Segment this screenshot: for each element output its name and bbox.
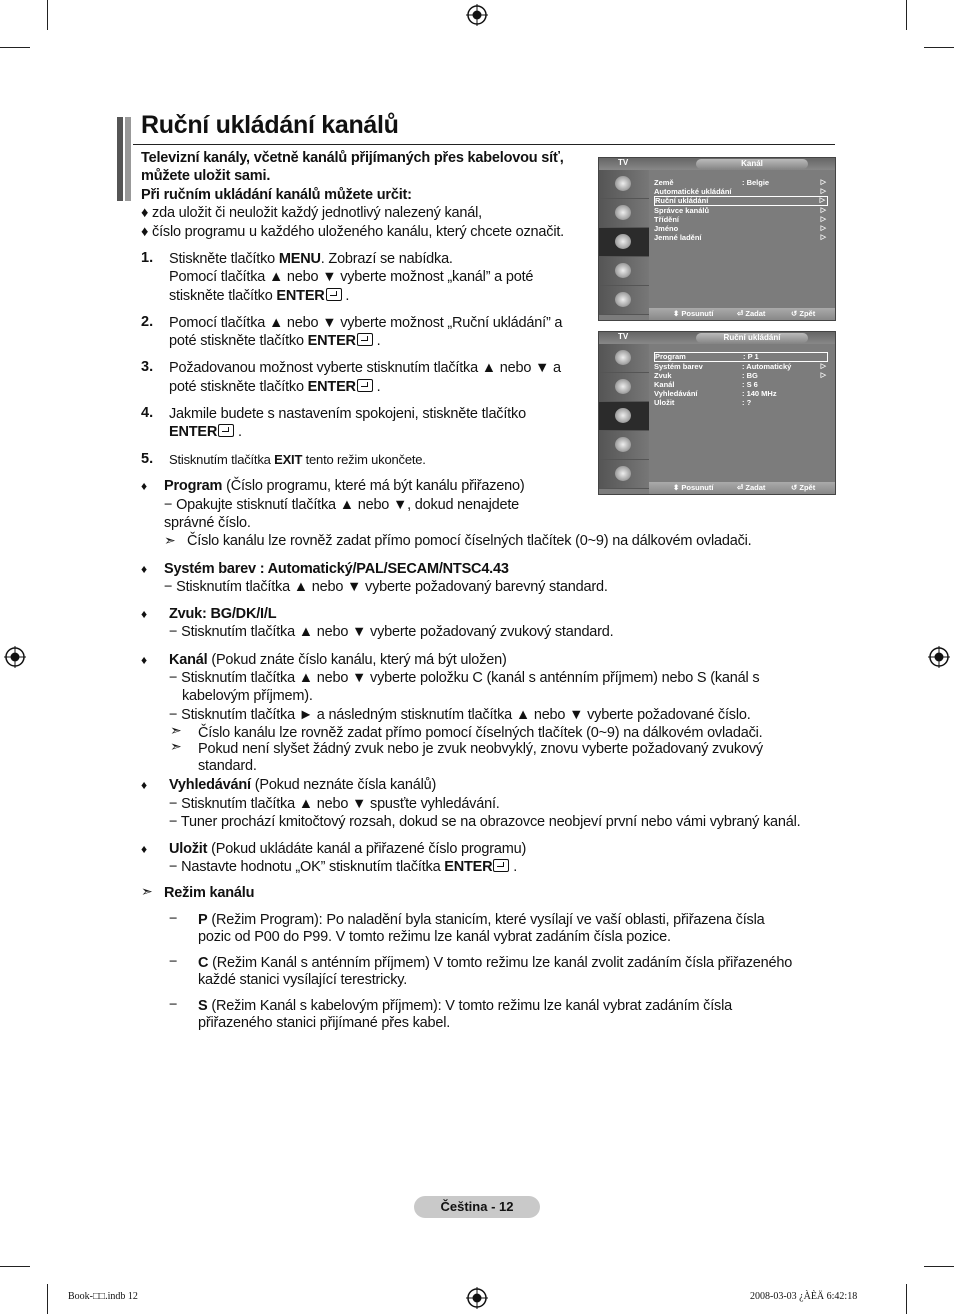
bullet-icon: ♦ — [141, 778, 148, 792]
back-label: Zpět — [799, 483, 816, 492]
step-text-part: ENTER — [307, 333, 356, 349]
picture-icon[interactable] — [599, 170, 649, 199]
step-text-part: tento režim ukončete. — [302, 452, 426, 467]
tv-menu-item[interactable] — [654, 206, 828, 215]
move-hint: ⬍ Posunutí — [673, 309, 714, 318]
item-heading-text: (Číslo programu, které má být kanálu přiřazeno) — [222, 478, 525, 494]
registration-mark-icon — [928, 646, 950, 668]
picture-icon[interactable] — [599, 344, 649, 373]
play-arrow-icon: ▷ — [820, 207, 826, 214]
item-heading-bold: Uložit — [169, 841, 208, 857]
title-underline — [133, 144, 835, 145]
mode-text — [198, 997, 732, 1015]
intro-line: ♦ zda uložit či neuložit každý jednotlivý nalezený kanál, — [141, 205, 482, 221]
tv-menu-footer — [649, 308, 835, 320]
tv-menu-title: Ruční ukládání — [696, 333, 808, 343]
tv-menu-header — [599, 332, 835, 344]
play-arrow-icon: ▷ — [820, 216, 826, 223]
enter-icon — [357, 379, 373, 392]
intro-line: můžete uložit sami. — [141, 168, 271, 184]
step-text-part: ENTER — [169, 424, 218, 440]
step-text-part: EXIT — [274, 452, 303, 467]
mode-text-part: S — [198, 998, 208, 1014]
step-text: Jakmile budete s nastavením spokojeni, stiskněte tlačítko — [169, 406, 526, 422]
tv-menu-item-label: Jemné ladění — [654, 233, 702, 242]
play-arrow-icon: ▷ — [820, 188, 826, 195]
dash: − — [169, 911, 178, 927]
crop-mark — [47, 1284, 48, 1314]
back-hint: ↺ Zpět — [791, 309, 816, 318]
channel-icon[interactable] — [599, 228, 649, 257]
tv-menu-item-label: Kanál — [654, 380, 675, 389]
step-text: Požadovanou možnost vyberte stisknutím tlačítka ▲ nebo ▼ a — [169, 360, 561, 376]
mode-text: přiřazeného stanici přijímané přes kabel. — [198, 1015, 451, 1031]
input-icon[interactable] — [599, 460, 649, 489]
move-label: Posunutí — [681, 309, 714, 318]
registration-mark-icon — [466, 4, 488, 26]
crop-mark — [0, 47, 30, 48]
tv-menu-item[interactable] — [654, 215, 828, 224]
step-number: 3. — [141, 359, 154, 375]
item-text: správné číslo. — [164, 515, 251, 531]
enter-icon — [493, 859, 509, 872]
item-heading: Zvuk: BG/DK/I/L — [169, 606, 277, 622]
bullet-icon: ♦ — [141, 562, 148, 576]
page-number-badge: Čeština - 12 — [414, 1196, 540, 1218]
dash: − — [169, 954, 178, 970]
item-heading-bold: Vyhledávání — [169, 777, 251, 793]
footer-file-info: Book-□□.indb 12 — [68, 1291, 138, 1302]
registration-mark-icon — [4, 646, 26, 668]
tv-menu-item-value: : Belgie — [742, 178, 770, 187]
channel-icon[interactable] — [599, 402, 649, 431]
tv-menu-item-value: : Automatický — [742, 362, 792, 371]
play-arrow-icon: ▷ — [820, 234, 826, 241]
enter-icon — [218, 424, 234, 437]
dash: − — [169, 997, 178, 1013]
item-text: − Opakujte stisknutí tlačítka ▲ nebo ▼, dokud nenajdete — [164, 497, 520, 513]
tv-menu-item-value: : 140 MHz — [742, 389, 777, 398]
tv-menu-item-label: Třídění — [654, 215, 680, 224]
tv-menu-item-label: Správce kanálů — [654, 206, 710, 215]
tv-menu-item[interactable] — [654, 362, 828, 371]
step-text-part: . — [372, 379, 381, 395]
item-text-part: . — [509, 859, 518, 875]
enter-hint: ⏎ Zadat — [737, 483, 766, 492]
play-arrow-icon: ▷ — [820, 179, 826, 186]
move-hint: ⬍ Posunutí — [673, 483, 714, 492]
step-text-part: ENTER — [276, 288, 325, 304]
tv-menu-item-value: : P 1 — [743, 352, 759, 361]
tv-menu-item-selected[interactable] — [654, 196, 828, 206]
note-arrow-icon: ➣ — [164, 532, 176, 548]
tv-menu-item[interactable] — [654, 380, 828, 389]
item-heading: Systém barev : Automatický/PAL/SECAM/NTSC4.43 — [164, 561, 509, 577]
note-text: Číslo kanálu lze rovněž zadat přímo pomocí číselných tlačítek (0~9) na dálkovém ovladači. — [187, 533, 752, 549]
tv-menu-item[interactable] — [654, 224, 828, 233]
tv-menu-rows — [654, 352, 828, 407]
item-heading — [169, 651, 507, 669]
step-text-part: . — [234, 424, 242, 440]
title-bar-decoration — [117, 117, 123, 201]
crop-mark — [924, 1266, 954, 1267]
setup-icon[interactable] — [599, 257, 649, 286]
step-text — [169, 423, 242, 441]
item-heading-bold: Kanál — [169, 652, 208, 668]
step-text — [169, 378, 381, 396]
step-text-part: Stiskněte tlačítko — [169, 251, 279, 267]
play-arrow-icon: ▷ — [820, 372, 826, 379]
step-text-part: MENU — [278, 251, 321, 267]
item-heading-text: (Pokud ukládáte kanál a přiřazené číslo programu) — [207, 841, 527, 857]
item-text: − Stisknutím tlačítka ▲ nebo ▼ vyberte požadovaný zvukový standard. — [169, 624, 614, 640]
tv-menu-channel — [598, 157, 836, 321]
tv-menu-item-value: : S 6 — [742, 380, 758, 389]
tv-menu-item[interactable] — [654, 389, 828, 398]
bullet-icon: ♦ — [141, 479, 148, 493]
note-arrow-icon: ➣ — [141, 883, 153, 899]
mode-text-part: (Režim Program): Po naladění byla stanicím, které vysílají ve vaší oblasti, přiřazena čísla — [207, 912, 765, 928]
note-text: Pokud není slyšet žádný zvuk nebo je zvuk neobvyklý, znovu vyberte požadovaný zvukový — [198, 741, 763, 757]
page-title: Ruční ukládání kanálů — [141, 111, 399, 139]
tv-label: TV — [618, 158, 629, 167]
tv-menu-item-label: Ruční ukládání — [655, 196, 709, 205]
step-text-part: stiskněte tlačítko — [169, 288, 277, 304]
item-text-part: − Nastavte hodnotu „OK” stisknutím tlačítka — [169, 859, 445, 875]
item-heading — [169, 776, 436, 794]
step-text — [169, 287, 349, 305]
item-text: − Stisknutím tlačítka ▲ nebo ▼ spusťte vyhledávání. — [169, 796, 500, 812]
tv-menu-item-label: Uložit — [654, 398, 675, 407]
enter-label: Zadat — [745, 483, 766, 492]
tv-menu-item[interactable] — [654, 371, 828, 380]
tv-menu-title: Kanál — [696, 159, 808, 169]
input-icon[interactable] — [599, 286, 649, 315]
item-heading-text: (Pokud znáte číslo kanálu, který má být uložen) — [207, 652, 507, 668]
tv-menu-item-label: Zvuk — [654, 371, 672, 380]
play-arrow-icon: ▷ — [820, 363, 826, 370]
note-arrow-icon: ➣ — [170, 722, 182, 738]
title-bar-decoration — [125, 117, 131, 201]
play-arrow-icon: ▷ — [820, 225, 826, 232]
crop-mark — [924, 47, 954, 48]
footer-timestamp: 2008-03-03 ¿ÀÈÄ 6:42:18 — [750, 1291, 858, 1302]
tv-menu-item[interactable] — [654, 233, 828, 242]
tv-label: TV — [618, 332, 629, 341]
tv-menu-header — [599, 158, 835, 170]
step-number: 2. — [141, 314, 154, 330]
step-text-part: poté stiskněte tlačítko — [169, 379, 308, 395]
enter-hint: ⏎ Zadat — [737, 309, 766, 318]
tv-menu-item-label: Systém barev — [654, 362, 703, 371]
step-text-part: Stisknutím tlačítka — [169, 452, 275, 467]
sound-icon[interactable] — [599, 373, 649, 402]
item-text: − Stisknutím tlačítka ▲ nebo ▼ vyberte položku C (kanál s anténním příjmem) nebo S (kanál s — [169, 670, 760, 686]
enter-icon — [357, 333, 373, 346]
tv-menu-item-value: : ? — [742, 398, 752, 407]
note-text: Číslo kanálu lze rovněž zadat přímo pomocí číselných tlačítek (0~9) na dálkovém ovladači. — [198, 725, 763, 741]
item-heading — [169, 840, 526, 858]
bullet-icon: ♦ — [141, 842, 148, 856]
item-text: − Tuner prochází kmitočtový rozsah, dokud se na obrazovce neobjeví první nebo vámi vybraný kanál. — [169, 814, 801, 830]
intro-line: Při ručním ukládání kanálů můžete určit: — [141, 187, 412, 203]
crop-mark — [0, 1266, 30, 1267]
bullet-icon: ♦ — [141, 653, 148, 667]
tv-menu-sidebar — [599, 344, 649, 489]
enter-icon — [326, 288, 342, 301]
step-number: 5. — [141, 451, 154, 467]
tv-menu-item[interactable] — [654, 187, 828, 196]
item-heading-bold: Program — [164, 478, 223, 494]
step-text-part: . — [341, 288, 350, 304]
item-heading — [164, 477, 525, 495]
note-arrow-icon: ➣ — [170, 738, 182, 754]
mode-text-part: C — [198, 955, 209, 971]
item-text: kabelovým příjmem). — [182, 688, 313, 704]
tv-menu-item-label: Program — [655, 352, 686, 361]
tv-menu-item[interactable] — [654, 178, 828, 187]
mode-text: pozic od P00 do P99. V tomto režimu lze kanál vybrat zadáním čísla pozice. — [198, 929, 671, 945]
step-text — [169, 250, 453, 268]
move-label: Posunutí — [681, 483, 714, 492]
step-number: 1. — [141, 250, 154, 266]
tv-menu-item[interactable] — [654, 398, 828, 407]
play-arrow-icon: ▷ — [819, 197, 825, 204]
step-text-part: . — [372, 333, 381, 349]
tv-menu-manual-store — [598, 331, 836, 495]
mode-heading: Režim kanálu — [164, 885, 255, 901]
step-text — [169, 332, 381, 350]
intro-line: ♦ číslo programu u každého uloženého kanálu, který chcete označit. — [141, 224, 565, 240]
crop-mark — [906, 1284, 907, 1314]
step-text: Pomocí tlačítka ▲ nebo ▼ vyberte možnost „kanál” a poté — [169, 269, 534, 285]
crop-mark — [906, 0, 907, 30]
tv-menu-item-value: : BG — [742, 371, 758, 380]
step-text-part: ENTER — [307, 379, 356, 395]
step-text — [169, 451, 426, 469]
enter-label: Zadat — [745, 309, 766, 318]
back-label: Zpět — [799, 309, 816, 318]
bullet-icon: ♦ — [141, 607, 148, 621]
step-text-part: . Zobrazí se nabídka. — [320, 251, 453, 267]
crop-mark — [47, 0, 48, 30]
tv-menu-item-label: Vyhledávání — [654, 389, 698, 398]
note-text: standard. — [198, 758, 257, 774]
registration-mark-icon — [466, 1287, 488, 1309]
step-text-part: poté stiskněte tlačítko — [169, 333, 308, 349]
back-hint: ↺ Zpět — [791, 483, 816, 492]
mode-text-part: P — [198, 912, 208, 928]
mode-text — [198, 954, 792, 972]
tv-menu-item-label: Země — [654, 178, 674, 187]
tv-menu-item-label: Automatické ukládání — [654, 187, 732, 196]
intro-line: Televizní kanály, včetně kanálů přijímaných přes kabelovou síť, — [141, 150, 564, 166]
mode-text-part: (Režim Kanál s anténním příjmem) V tomto režimu lze kanál zvolit zadáním čísla přiřazeného — [208, 955, 793, 971]
tv-menu-item-selected[interactable] — [654, 352, 828, 362]
mode-text: každé stanici vysílající terestricky. — [198, 972, 408, 988]
tv-menu-item-label: Jméno — [654, 224, 679, 233]
setup-icon[interactable] — [599, 431, 649, 460]
item-text — [169, 858, 517, 876]
mode-text-part: (Režim Kanál s kabelovým příjmem): V tomto režimu lze kanál vybrat zadáním čísla — [207, 998, 732, 1014]
tv-menu-rows — [654, 178, 828, 242]
tv-menu-footer — [649, 482, 835, 494]
tv-menu-sidebar — [599, 170, 649, 315]
step-number: 4. — [141, 405, 154, 421]
mode-text — [198, 911, 764, 929]
step-text: Pomocí tlačítka ▲ nebo ▼ vyberte možnost „Ruční ukládání” a — [169, 315, 563, 331]
sound-icon[interactable] — [599, 199, 649, 228]
item-text: − Stisknutím tlačítka ► a následným stisknutím tlačítka ▲ nebo ▼ vyberte požadované číslo. — [169, 707, 751, 723]
item-heading-text: (Pokud neznáte čísla kanálů) — [250, 777, 437, 793]
item-text-part: ENTER — [444, 859, 493, 875]
item-text: − Stisknutím tlačítka ▲ nebo ▼ vyberte požadovaný barevný standard. — [164, 579, 608, 595]
